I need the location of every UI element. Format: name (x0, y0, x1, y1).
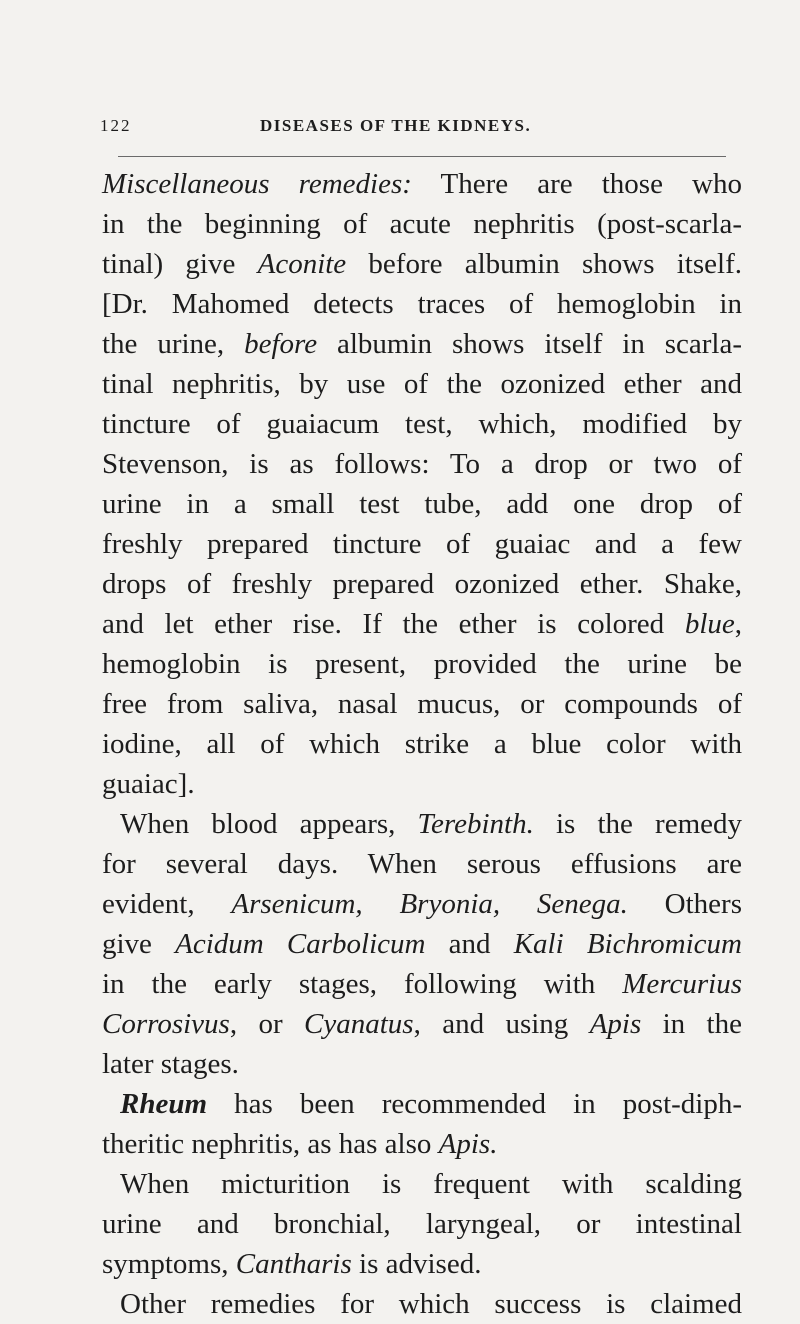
text-run: for several days. When serous effusions are (102, 848, 742, 880)
text-line (102, 1124, 742, 1164)
text-line (102, 1164, 742, 1204)
text-line (102, 1284, 742, 1324)
text-line (102, 1084, 742, 1124)
text-run: freshly prepared tincture of guaiac and a few (102, 528, 742, 560)
text-run: drops of freshly prepared ozonized ether. Shake, (102, 568, 742, 600)
text-run: There are those who (411, 168, 742, 200)
italic-term: Kali Bichromicum (513, 928, 742, 960)
text-line (102, 844, 742, 884)
italic-term: Arsenicum, Bryonia, Senega. (231, 888, 628, 920)
text-line (102, 564, 742, 604)
text-run: , (734, 608, 742, 640)
text-line (102, 164, 742, 204)
text-line (102, 484, 742, 524)
text-line (102, 644, 742, 684)
header-rule (118, 156, 726, 157)
italic-term: Acidum Carbolicum (175, 928, 426, 960)
text-line (102, 324, 742, 364)
text-line (102, 924, 742, 964)
text-run: [Dr. Mahomed detects traces of hemoglobin in (102, 288, 742, 320)
italic-term: blue (684, 608, 735, 640)
text-line (102, 804, 742, 844)
text-line (102, 684, 742, 724)
text-run: Other remedies for which success is claimed (120, 1288, 742, 1320)
text-run: When micturition is frequent with scalding (120, 1168, 742, 1200)
text-run: Stevenson, is as follows: To a drop or two of (102, 448, 742, 480)
text-run: tinal nephritis, by use of the ozonized ether and (102, 368, 742, 400)
text-run: and (425, 928, 514, 960)
text-run: urine and bronchial, laryngeal, or intestinal (102, 1208, 742, 1240)
italic-term: Corrosivus (102, 1008, 230, 1040)
text-run: guaiac]. (102, 768, 195, 800)
italic-term: Apis (589, 1008, 642, 1040)
text-run: in the (641, 1008, 742, 1040)
text-line (102, 1044, 742, 1084)
text-run: later stages. (102, 1048, 239, 1080)
text-run: symptoms, (102, 1248, 236, 1280)
italic-term: Mercurius (622, 968, 742, 1000)
text-run: in the beginning of acute nephritis (post-scarla- (102, 208, 742, 240)
text-run: , and using (413, 1008, 590, 1040)
body-text (102, 164, 742, 1324)
text-line (102, 1204, 742, 1244)
italic-term: Apis. (438, 1128, 498, 1160)
text-line (102, 724, 742, 764)
text-run: in the early stages, following with (102, 968, 623, 1000)
text-line (102, 244, 742, 284)
text-line (102, 1004, 742, 1044)
text-line (102, 284, 742, 324)
italic-term: Miscellaneous remedies: (102, 168, 412, 200)
page-number: 122 (100, 116, 132, 135)
italic-term: Aconite (257, 248, 347, 280)
text-line (102, 604, 742, 644)
italic-term: Cyanatus (304, 1008, 414, 1040)
text-run: give (102, 928, 176, 960)
text-run: and let ether rise. If the ether is colored (102, 608, 685, 640)
text-line (102, 524, 742, 564)
text-run: hemoglobin is present, provided the urine be (102, 648, 742, 680)
text-run: When blood appears, (120, 808, 418, 840)
text-run: urine in a small test tube, add one drop of (102, 488, 742, 520)
text-run: theritic nephritis, as has also (102, 1128, 439, 1160)
text-run: evident, (102, 888, 232, 920)
text-run: has been recommended in post-diph- (207, 1088, 742, 1120)
italic-term: Cantharis (235, 1248, 352, 1280)
italic-term: before (244, 328, 318, 360)
text-line (102, 964, 742, 1004)
italic-term: Terebinth. (417, 808, 534, 840)
italic-term: Rheum (120, 1088, 208, 1120)
text-line (102, 764, 742, 804)
text-run: iodine, all of which strike a blue color with (102, 728, 742, 760)
text-line (102, 364, 742, 404)
text-run: is advised. (351, 1248, 482, 1280)
text-line (102, 444, 742, 484)
text-run: is the remedy (533, 808, 743, 840)
text-run: Others (627, 888, 742, 920)
text-line (102, 204, 742, 244)
running-head (100, 116, 740, 138)
text-run: free from saliva, nasal mucus, or compounds of (102, 688, 742, 720)
text-run: tincture of guaiacum test, which, modified by (102, 408, 742, 440)
text-run: the urine, (102, 328, 245, 360)
text-run: tinal) give (102, 248, 258, 280)
text-run: before albumin shows itself. (346, 248, 742, 280)
text-run: , or (229, 1008, 305, 1040)
text-line (102, 404, 742, 444)
running-title: DISEASES OF THE KIDNEYS. (260, 116, 532, 135)
text-line (102, 884, 742, 924)
text-run: albumin shows itself in scarla- (317, 328, 742, 360)
text-line (102, 1244, 742, 1284)
